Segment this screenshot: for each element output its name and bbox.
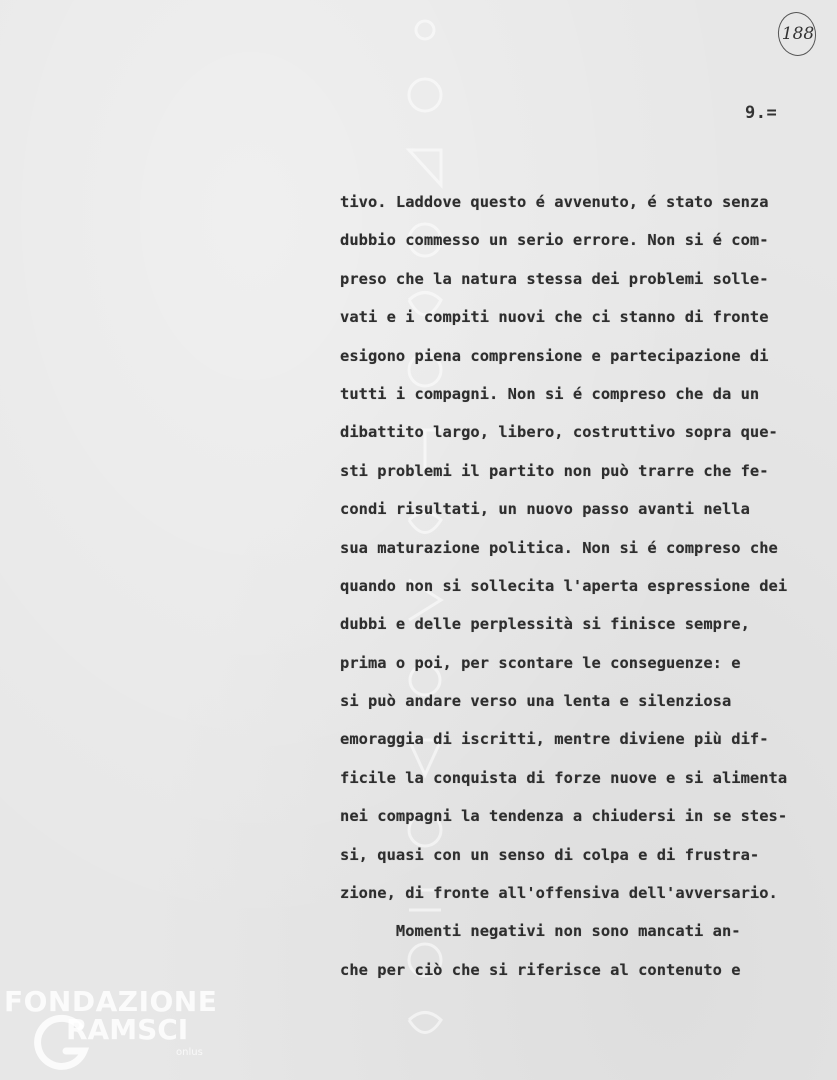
text-line: preso che la natura stessa dei problemi solle- [340, 269, 769, 288]
text-line: Momenti negativi non sono mancati an- [340, 922, 741, 941]
logo-line-fondazione: FONDAZIONE [4, 985, 218, 1018]
text-line: emoraggia di iscritti, mentre diviene più dif- [340, 730, 769, 749]
text-line: tivo. Laddove questo é avvenuto, é stato senza [340, 193, 769, 211]
text-line: che per ciò che si riferisce al contenuto e [340, 960, 741, 979]
text-line: nei compagni la tendenza a chiudersi in se stes- [340, 807, 788, 826]
fondazione-gramsci-logo [4, 985, 218, 1075]
text-line: prima o poi, per scontare le conseguenze: e [340, 653, 741, 672]
page-number: 9.= [745, 103, 778, 123]
text-line: vati e i compiti nuovi che ci stanno di fronte [340, 308, 769, 327]
archive-stamp-number: 188 [781, 24, 815, 44]
text-line: dubbio commesso un serio errore. Non si é com- [340, 231, 769, 250]
text-line: si, quasi con un senso di colpa e di frustra- [340, 845, 760, 864]
text-line: quando non si sollecita l'aperta espressione dei [340, 576, 788, 595]
text-line: sti problemi il partito non può trarre che fe- [340, 461, 769, 480]
text-line: dibattito largo, libero, costruttivo sopra que- [340, 423, 778, 442]
text-line: esigono piena comprensione e partecipazione di [340, 346, 769, 365]
text-line: ficile la conquista di forze nuove e si alimenta [340, 768, 788, 787]
typewritten-text [340, 183, 830, 989]
text-line: tutti i compagni. Non si é compreso che da un [340, 384, 760, 403]
text-line: zione, di fronte all'offensiva dell'avversario. [340, 884, 778, 903]
text-line: dubbi e delle perplessità si finisce sempre, [340, 615, 750, 634]
logo-line-gramsci: RAMSCI [66, 1013, 189, 1046]
text-line: si può andare verso una lenta e silenziosa [340, 692, 732, 711]
text-line: condi risultati, un nuovo passo avanti nella [340, 500, 750, 519]
logo-onlus: onlus [176, 1047, 203, 1058]
text-line: sua maturazione politica. Non si é compreso che [340, 538, 778, 557]
